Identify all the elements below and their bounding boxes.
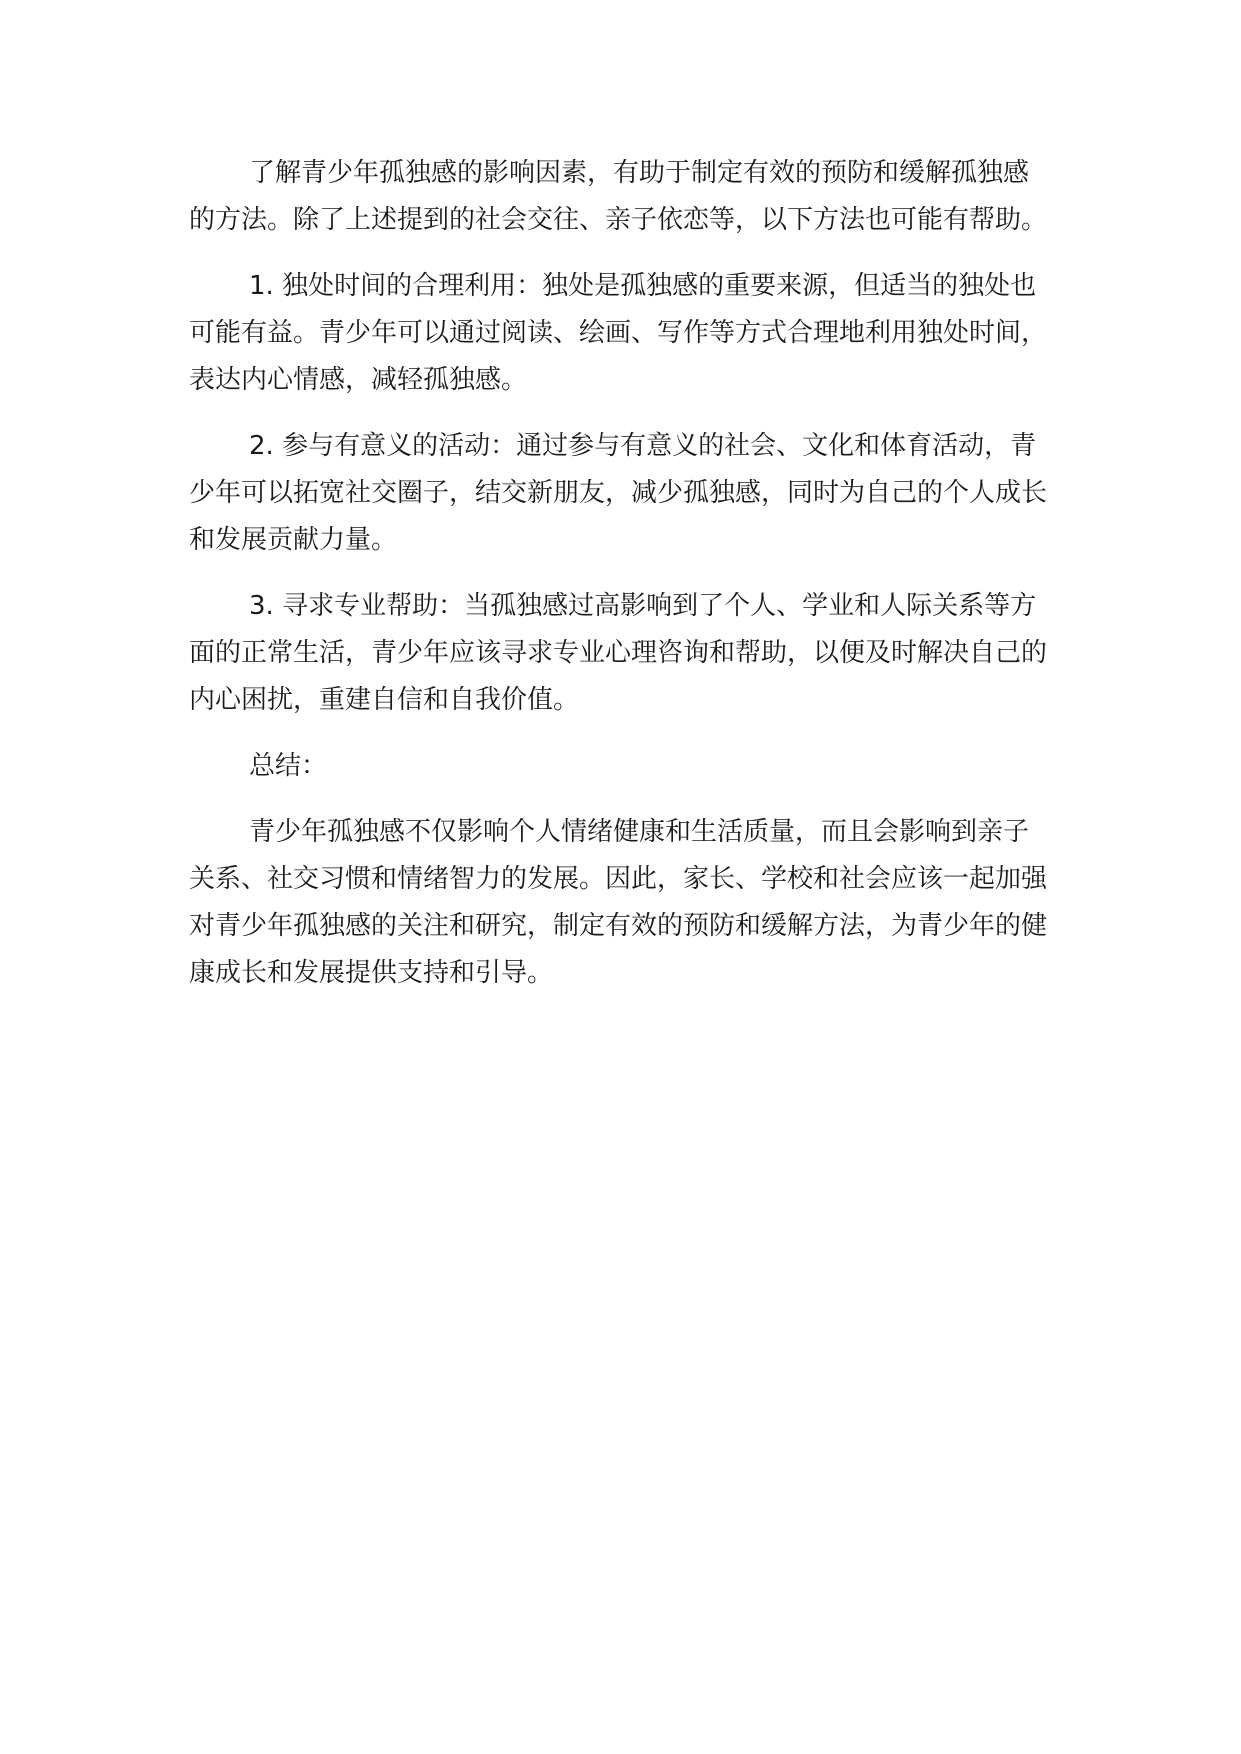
paragraph-method-2: 2. 参与有意义的活动：通过参与有意义的社会、文化和体育活动，青少年可以拓宽社交圈子，结交新朋友，减少孤独感，同时为自己的个人成长和发展贡献力量。 (189, 431, 1048, 555)
document-body (189, 150, 1053, 1016)
paragraph-intro: 了解青少年孤独感的影响因素，有助于制定有效的预防和缓解孤独感的方法。除了上述提到的社会交往、亲子依恋等，以下方法也可能有帮助。 (189, 158, 1048, 235)
paragraph-summary: 青少年孤独感不仅影响个人情绪健康和生活质量，而且会影响到亲子关系、社交习惯和情绪智力的发展。因此，家长、学校和社会应该一起加强对青少年孤独感的关注和研究，制定有效的预防和缓解方法，为青少年的健康成长和发展提供支持和引导。 (189, 817, 1048, 988)
paragraph-method-1: 1. 独处时间的合理利用：独处是孤独感的重要来源，但适当的独处也可能有益。青少年可以通过阅读、绘画、写作等方式合理地利用独处时间，表达内心情感，减轻孤独感。 (189, 271, 1048, 395)
summary-heading: 总结： (249, 751, 328, 781)
paragraph-method-3: 3. 寻求专业帮助：当孤独感过高影响到了个人、学业和人际关系等方面的正常生活，青少年应该寻求专业心理咨询和帮助，以便及时解决自己的内心困扰，重建自信和自我价值。 (189, 591, 1048, 715)
